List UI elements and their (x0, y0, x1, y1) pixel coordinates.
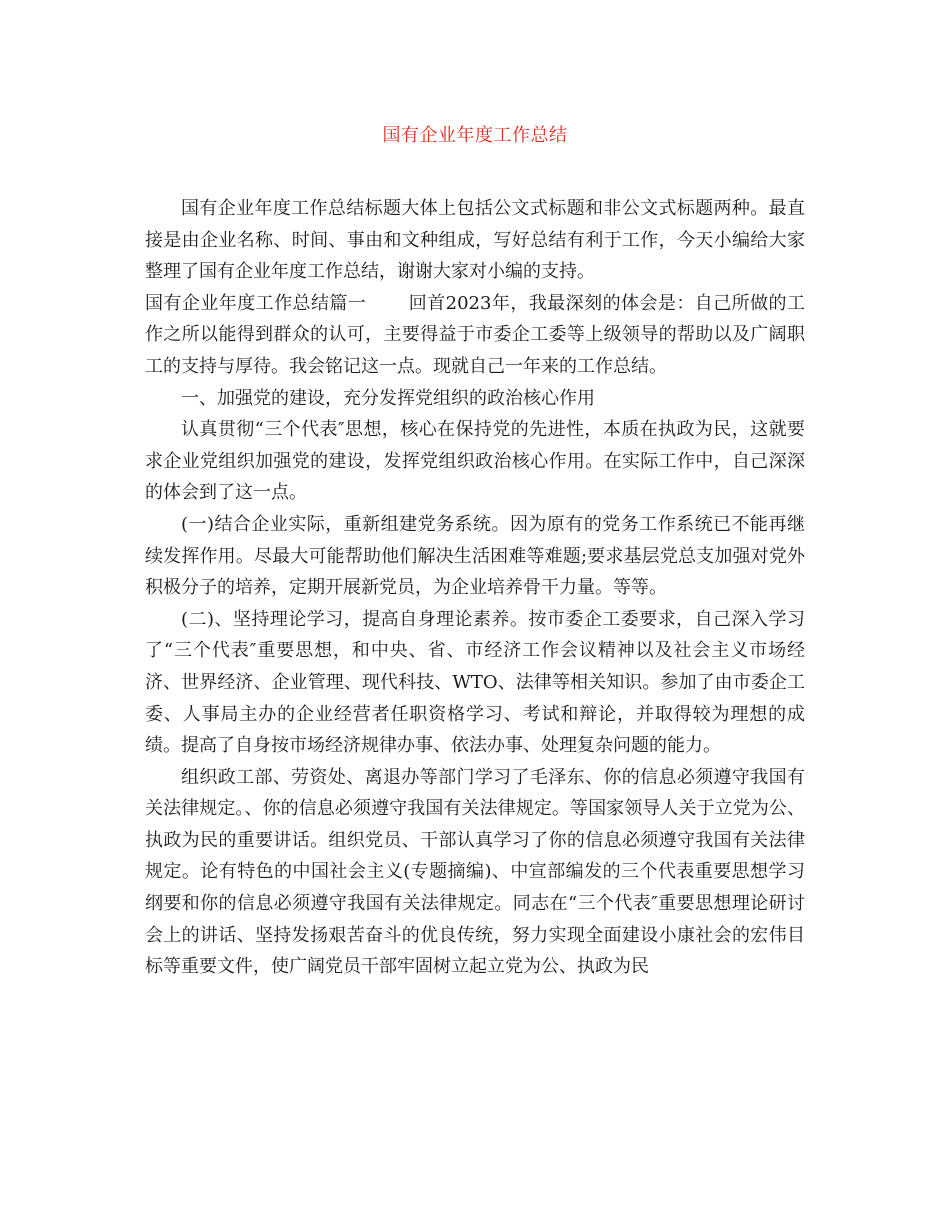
paragraph-5: 组织政工部、劳资处、离退办等部门学习了毛泽东、你的信息必须遵守我国有关法律规定。、你的信息必须遵守我国有关法律规定。等国家领导人关于立党为公、执政为民的重要讲话。组织党员、干部认真学习了你的信息必须遵守我国有关法律规定。论有特色的中国社会主义(专题摘编)、中宣部编发的三个代表重要思想学习纲要和你的信息必须遵守我国有关法律规定。同志在“三个代表″重要思想理论研讨会上的讲话、坚持发扬艰苦奋斗的优良传统，努力实现全面建设小康社会的宏伟目标等重要文件，使广阔党员干部牢固树立起立党为公、执政为民 (145, 766, 805, 978)
document-title: 国有企业年度工作总结 (382, 125, 568, 146)
intro-paragraph: 国有企业年度工作总结标题大体上包括公文式标题和非公文式标题两种。最直接是由企业名称、时间、事由和文种组成，写好总结有利于工作，今天小编给大家整理了国有企业年度工作总结，谢谢大家对小编的支持。 (145, 198, 805, 283)
paragraph-2: 认真贯彻“三个代表″思想，核心在保持党的先进性，本质在执政为民，这就要求企业党组织加强党的建设，发挥党组织政治核心作用。在实际工作中，自己深深的体会到了这一点。 (145, 419, 805, 504)
section-heading-1: 一、加强党的建设，充分发挥党组织的政治核心作用 (181, 387, 595, 409)
part-one-paragraph (145, 288, 805, 383)
paragraph-4: (二)、坚持理论学习，提高自身理论素养。按市委企工委要求，自己深入学习了“三个代表″重要思想，和中央、省、市经济工作会议精神以及社会主义市场经济、世界经济、企业管理、现代科技、WTO、法律等相关知识。参加了由市委企工委、人事局主办的企业经营者任职资格学习、考试和辩论，并取得较为理想的成绩。提高了自身按市场经济规律办事、依法办事、处理复杂问题的能力。 (145, 608, 805, 757)
part-one-text: 回首2023年，我最深刻的体会是：自己所做的工作之所以能得到群众的认可，主要得益于市委企工委等上级领导的帮助以及广阔职工的支持与厚待。我会铭记这一点。现就自己一年来的工作总结。 (145, 292, 806, 377)
part-one-heading: 国有企业年度工作总结篇一 (145, 292, 367, 314)
paragraph-3: (一)结合企业实际，重新组建党务系统。因为原有的党务工作系统已不能再继续发挥作用。尽最大可能帮助他们解决生活困难等难题;要求基层党总支加强对党外积极分子的培养，定期开展新党员，为企业培养骨干力量。等等。 (145, 513, 805, 599)
document-body (145, 193, 805, 983)
